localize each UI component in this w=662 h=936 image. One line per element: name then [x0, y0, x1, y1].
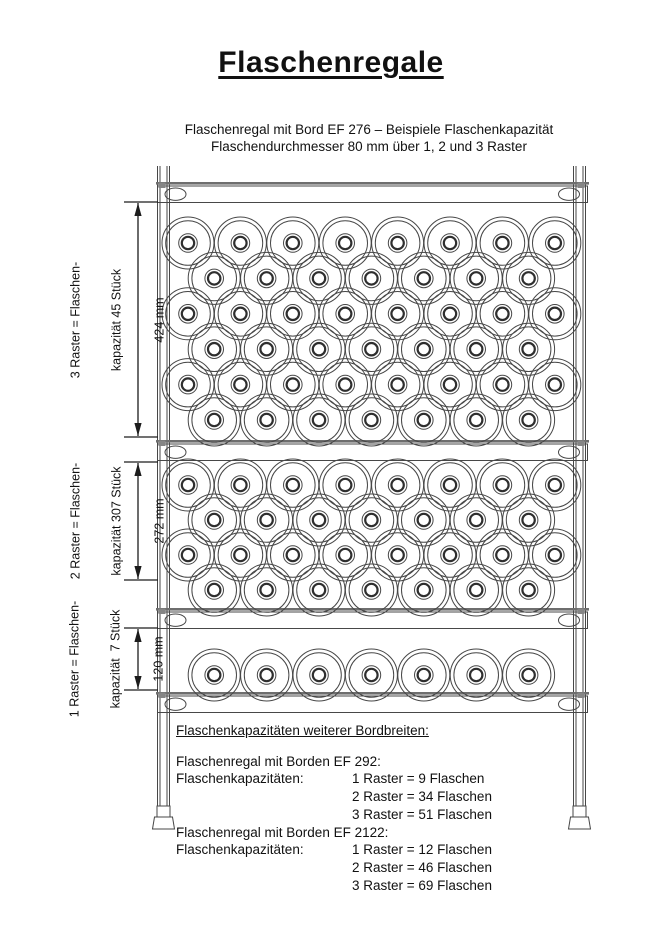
block-ef2122-title: Flaschenregal mit Borden EF 2122:	[176, 824, 389, 840]
capacity-label-empty	[176, 806, 352, 824]
bottle	[319, 459, 371, 511]
bottle	[188, 494, 240, 546]
capacity-text-block	[176, 722, 492, 894]
subtitle-line-1: Flaschenregal mit Bord EF 276 – Beispiele Flaschenkapazität	[184, 122, 554, 137]
bottle	[476, 459, 528, 511]
bottle	[372, 359, 424, 411]
rack-post	[574, 166, 586, 806]
capacity-row	[176, 770, 492, 788]
bottle	[424, 217, 476, 269]
block-ef292-title: Flaschenregal mit Borden EF 292:	[176, 753, 381, 769]
bottle	[267, 529, 319, 581]
bottle	[319, 288, 371, 340]
bottle	[241, 252, 293, 304]
bottle	[398, 494, 450, 546]
capacity-value: 3 Raster = 69 Flaschen	[352, 877, 492, 893]
bottle	[267, 217, 319, 269]
capacity-row	[176, 806, 492, 824]
bottle	[293, 323, 345, 375]
bottle	[424, 529, 476, 581]
bottle	[450, 494, 502, 546]
bottle	[214, 459, 266, 511]
label-3-raster-line2: kapazität 45 Stück	[108, 268, 123, 371]
bottle	[319, 217, 371, 269]
label-2-raster-line1: 2 Raster = Flaschen-	[68, 462, 83, 580]
capacity-row	[176, 877, 492, 895]
bottle	[293, 494, 345, 546]
capacity-value: 2 Raster = 34 Flaschen	[352, 789, 492, 805]
capacity-row	[176, 788, 492, 806]
capacity-value: 2 Raster = 46 Flaschen	[352, 859, 492, 875]
bottle	[372, 217, 424, 269]
capacity-label: Flaschenkapazitäten:	[176, 771, 304, 787]
bottle	[345, 252, 397, 304]
bottle	[241, 323, 293, 375]
bottle	[241, 394, 293, 446]
subtitle-line-2: Flaschendurchmesser 80 mm über 1, 2 und 3 Raster	[211, 139, 527, 154]
bottle	[476, 529, 528, 581]
label-1-raster	[41, 519, 179, 799]
spacer	[176, 740, 492, 753]
bottle	[398, 252, 450, 304]
shelf-bord	[156, 440, 589, 461]
capacity-heading: Flaschenkapazitäten weiterer Bordbreiten:	[176, 723, 429, 738]
bottle	[424, 288, 476, 340]
rack-foot	[153, 806, 175, 829]
bottle	[503, 494, 555, 546]
bottle	[345, 394, 397, 446]
bottle	[267, 459, 319, 511]
capacity-label: Flaschenkapazitäten:	[176, 842, 304, 858]
bottle	[450, 252, 502, 304]
shelf-bord	[156, 182, 589, 203]
bottle	[188, 394, 240, 446]
label-3-raster-line1: 3 Raster = Flaschen-	[68, 261, 83, 378]
bottle	[372, 459, 424, 511]
bottle	[319, 529, 371, 581]
capacity-value: 1 Raster = 12 Flaschen	[352, 842, 492, 858]
capacity-value: 1 Raster = 9 Flaschen	[352, 771, 485, 787]
capacity-value: 3 Raster = 51 Flaschen	[352, 806, 492, 822]
bottle	[214, 288, 266, 340]
bottle	[476, 217, 528, 269]
bottle	[398, 394, 450, 446]
figure-subtitle	[185, 121, 553, 155]
bottle	[214, 217, 266, 269]
page-title: Flaschenregale	[218, 46, 444, 79]
capacity-row	[176, 859, 492, 877]
dim-120mm: 120 mm	[150, 636, 165, 682]
bottle	[214, 359, 266, 411]
bottle	[241, 494, 293, 546]
rack-foot	[569, 806, 591, 829]
label-1-raster-line1: 1 Raster = Flaschen-	[67, 600, 82, 718]
bottle	[293, 394, 345, 446]
bottle	[188, 323, 240, 375]
capacity-label-empty	[176, 788, 352, 806]
shelf-bord	[156, 692, 589, 713]
capacity-label-empty	[176, 877, 352, 895]
bottle	[450, 323, 502, 375]
bottle	[214, 529, 266, 581]
bottle	[372, 288, 424, 340]
bottle	[293, 252, 345, 304]
bottle	[319, 359, 371, 411]
bottle	[267, 288, 319, 340]
bottle	[424, 459, 476, 511]
bottle	[267, 359, 319, 411]
bottle	[450, 394, 502, 446]
capacity-label-empty	[176, 859, 352, 877]
bottle	[345, 323, 397, 375]
bottle	[476, 359, 528, 411]
label-1-raster-line2: kapazität 7 Stück	[107, 609, 122, 709]
bottle	[476, 288, 528, 340]
bottle	[372, 529, 424, 581]
bottle	[503, 252, 555, 304]
bottle	[188, 252, 240, 304]
bottle	[503, 394, 555, 446]
label-2-raster-line2: kapazität 307 Stück	[108, 466, 123, 576]
dim-272mm: 272 mm	[151, 498, 166, 544]
bottle	[345, 494, 397, 546]
dim-424mm: 424 mm	[151, 296, 166, 343]
bottle	[424, 359, 476, 411]
bottle	[503, 323, 555, 375]
capacity-row	[176, 841, 492, 859]
bottle	[398, 323, 450, 375]
